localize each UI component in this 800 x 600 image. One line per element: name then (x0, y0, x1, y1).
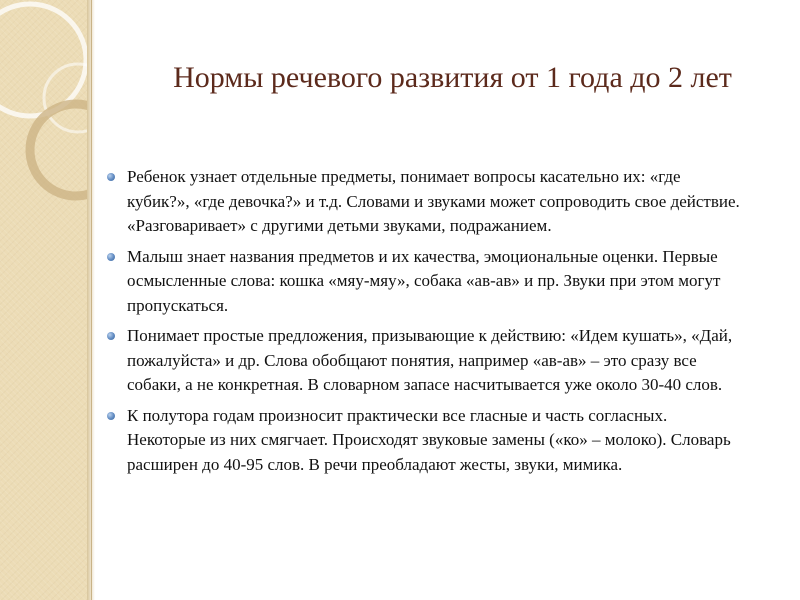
decorative-rings (0, 0, 87, 600)
bullet-dot-icon (107, 253, 115, 261)
bullet-text: К полутора годам произносит практически все гласные и часть согласных. Некоторые из них смягчает. Происходят звуковые замены («ко» – молоко). Словарь расширен до 40-95 слов. В речи преобладают жесты, звуки, мимика. (127, 405, 731, 474)
panel-edge-line (91, 0, 92, 600)
bullet-dot-icon (107, 332, 115, 340)
bullet-text: Ребенок узнает отдельные предметы, понимает вопросы касательно их: «где кубик?», «где девочка?» и т.д. Словами и звуками может сопроводить свое действие. «Разговаривает» с другими детьми звуками, подражанием. (127, 167, 740, 235)
bullet-text: Малыш знает названия предметов и их качества, эмоциональные оценки. Первые осмысленные слова: кошка «мяу-мяу», собака «ав-ав» и пр. Звуки при этом могут пропускаться. (127, 246, 721, 315)
bullet-text: Понимает простые предложения, призывающие к действию: «Идем кушать», «Дай, пожалуйста» и др. Слова обобщают понятия, например «ав-ав» – это сразу все собаки, а не конкретная. В словарном запасе насчитывается уже около 30-40 слов. (127, 326, 733, 394)
bullet-list (104, 165, 744, 483)
bullet-item (104, 245, 744, 319)
bullet-dot-icon (107, 412, 115, 420)
decorative-side-panel (0, 0, 87, 600)
bullet-item (104, 404, 744, 478)
bullet-dot-icon (107, 173, 115, 181)
bullet-item (104, 324, 744, 398)
bullet-item (104, 165, 744, 239)
decorative-ring-small (44, 64, 87, 132)
decorative-ring-mid (30, 104, 87, 196)
slide-title: Нормы речевого развития от 1 года до 2 лет (173, 61, 732, 95)
